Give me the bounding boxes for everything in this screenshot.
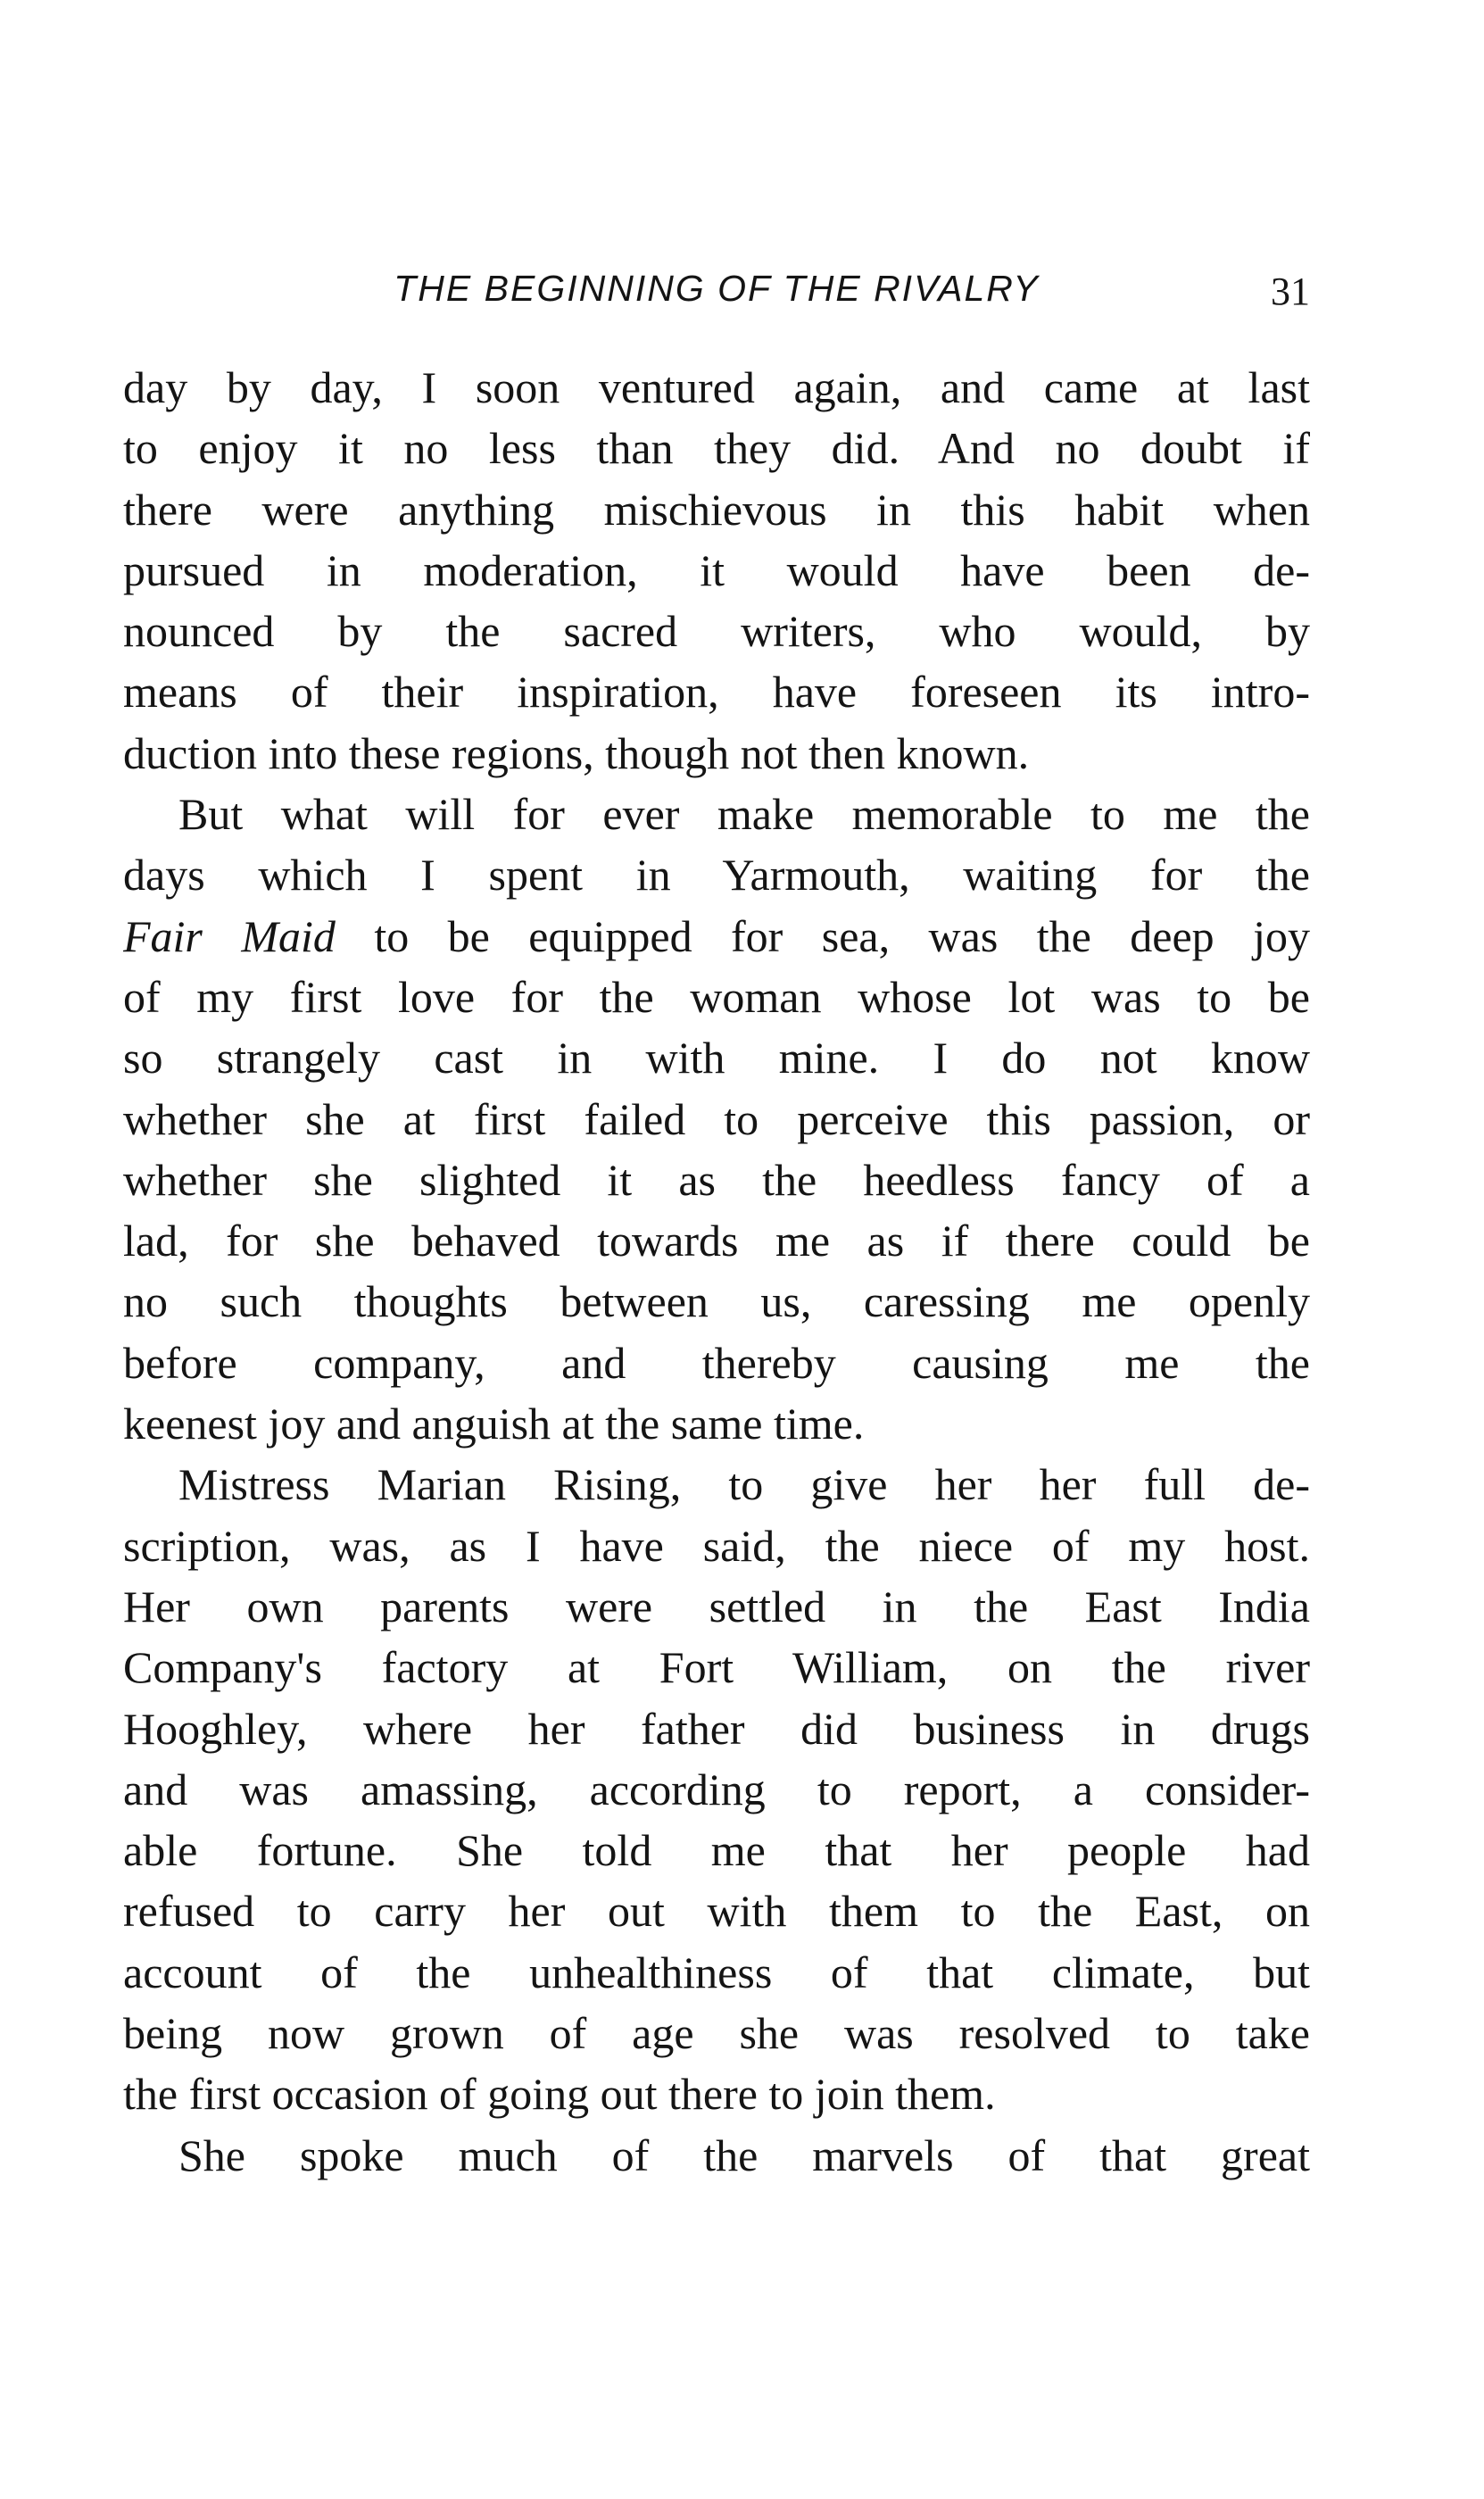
text-line: nounced by the sacred writers, who would, by (123, 606, 1310, 657)
text-line: and was amassing, according to report, a consider- (123, 1764, 1310, 1814)
text-line: means of their inspiration, have foreseen its intro- (123, 667, 1310, 718)
text-line: Hooghley, where her father did business in drugs (123, 1703, 1310, 1754)
text-line: She spoke much of the marvels of that great (178, 2130, 1310, 2180)
text-line: there were anything mischievous in this habit when (123, 484, 1310, 535)
text-line: days which I spent in Yarmouth, waiting for the (123, 850, 1310, 901)
text-line: Her own parents were settled in the East India (123, 1581, 1310, 1631)
text-line: account of the unhealthiness of that climate, but (123, 1947, 1310, 1997)
text-line: lad, for she behaved towards me as if there could be (123, 1216, 1310, 1266)
text-line: the first occasion of going out there to join them. (123, 2069, 996, 2120)
ship-name: Fair Maid (123, 910, 336, 961)
running-title: THE BEGINNING OF THE RIVALRY (394, 268, 1040, 309)
text-line-mixed (123, 906, 1310, 967)
page-number: 31 (1271, 270, 1310, 313)
text-line: being now grown of age she was resolved to take (123, 2008, 1310, 2059)
running-head (123, 257, 1310, 320)
text-fragment: to be equipped for sea, was the deep joy (335, 910, 1310, 961)
text-line: able fortune. She told me that her people had (123, 1825, 1310, 1876)
text-line: keenest joy and anguish at the same time. (123, 1399, 865, 1449)
text-line: of my first love for the woman whose lot was to be (123, 971, 1310, 1022)
text-line: so strangely cast in with mine. I do not know (123, 1033, 1310, 1083)
text-line: whether she at first failed to perceive this passion, or (123, 1093, 1310, 1144)
text-line: pursued in moderation, it would have been de- (123, 544, 1310, 595)
text-line: Mistress Marian Rising, to give her her full de- (178, 1459, 1310, 1510)
text-line: before company, and thereby causing me the (123, 1337, 1310, 1388)
text-line: to enjoy it no less than they did. And no doubt if (123, 423, 1310, 474)
text-line: But what will for ever make memorable to me the (178, 789, 1310, 840)
text-line: refused to carry her out with them to the East, on (123, 1886, 1310, 1937)
text-line: whether she slighted it as the heedless fancy of a (123, 1154, 1310, 1205)
text-line: no such thoughts between us, caressing me openly (123, 1276, 1310, 1327)
text-line: duction into these regions, though not then known. (123, 727, 1030, 778)
text-line: Company's factory at Fort William, on the river (123, 1642, 1310, 1693)
text-line: day by day, I soon ventured again, and came at last (123, 362, 1310, 412)
body-text (123, 357, 1310, 2186)
text-line: scription, was, as I have said, the niece of my host. (123, 1520, 1310, 1571)
